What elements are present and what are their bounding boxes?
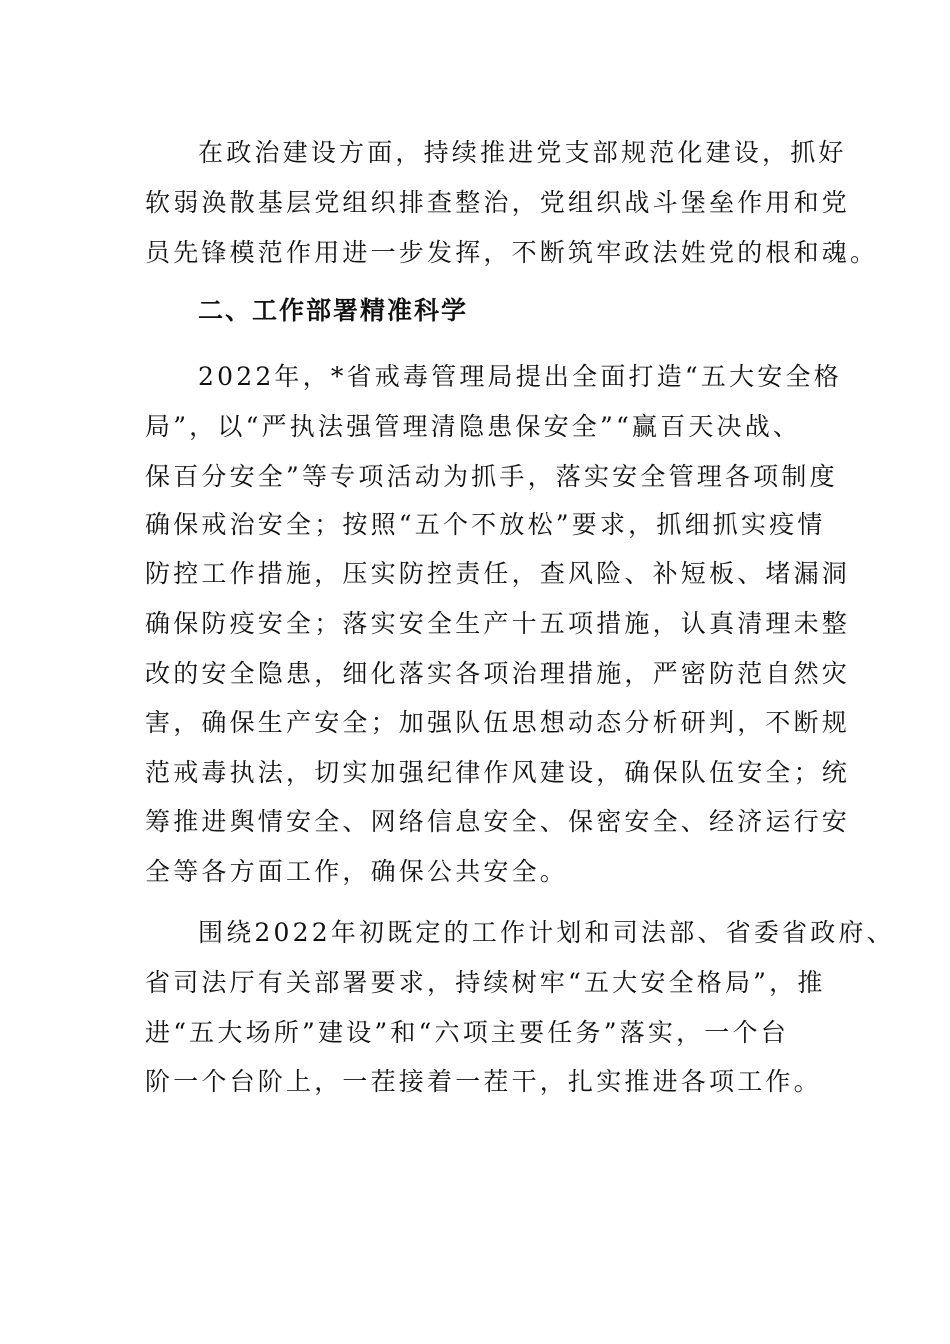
paragraph-line: 局”，以“严执法强管理清隐患保安全”“赢百天决战、 — [145, 412, 802, 441]
paragraph-line: 围绕2022年初既定的工作计划和司法部、省委省政府、 — [198, 918, 895, 947]
paragraph-line: 筹推进舆情安全、网络信息安全、保密安全、经济运行安 — [145, 807, 851, 836]
paragraph-line: 进“五大场所”建设”和“六项主要任务”落实，一个台 — [145, 1018, 789, 1047]
paragraph-line: 员先锋模范作用进一步发挥，不断筑牢政法姓党的根和魂。 — [145, 238, 879, 267]
paragraph-line: 范戒毒执法，切实加强纪律作风建设，确保队伍安全；统 — [145, 758, 851, 787]
section-heading: 二、工作部署精准科学 — [198, 296, 469, 325]
paragraph-line: 确保戒治安全；按照“五个不放松”要求，抓细抓实疫情 — [145, 510, 826, 539]
paragraph-line: 害，确保生产安全；加强队伍思想动态分析研判，不断规 — [145, 708, 851, 737]
paragraph-line: 在政治建设方面，持续推进党支部规范化建设，抓好 — [198, 138, 847, 167]
paragraph-line: 全等各方面工作，确保公共安全。 — [145, 857, 569, 886]
paragraph-line: 省司法厅有关部署要求，持续树牢“五大安全格局”，推 — [145, 968, 826, 997]
paragraph-line: 防控工作措施，压实防控责任，查风险、补短板、堵漏洞 — [145, 559, 851, 588]
paragraph-line: 软弱涣散基层党组织排查整治，党组织战斗堡垒作用和党 — [145, 188, 851, 217]
paragraph-line: 确保防疫安全；落实安全生产十五项措施，认真清理未整 — [145, 609, 851, 638]
paragraph-line: 阶一个台阶上，一茬接着一茬干，扎实推进各项工作。 — [145, 1067, 822, 1096]
paragraph-line: 2022年，*省戒毒管理局提出全面打造“五大安全格 — [198, 362, 842, 391]
paragraph-line: 保百分安全”等专项活动为抓手，落实安全管理各项制度 — [145, 462, 838, 491]
paragraph-line: 改的安全隐患，细化落实各项治理措施，严密防范自然灾 — [145, 659, 851, 688]
